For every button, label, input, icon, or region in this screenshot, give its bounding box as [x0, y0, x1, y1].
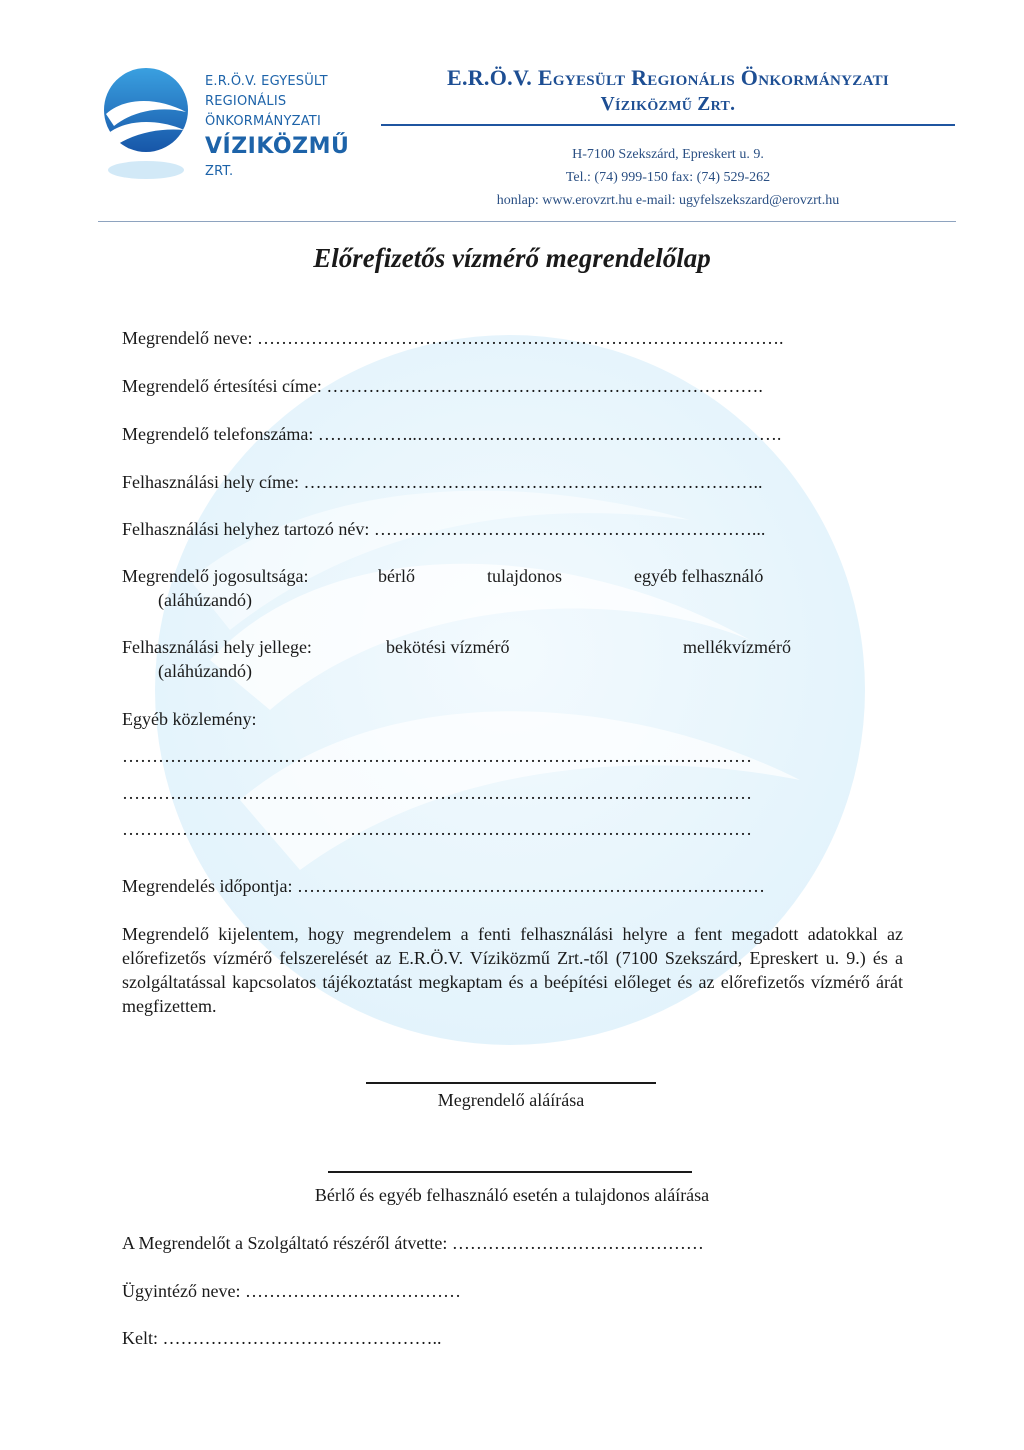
site-address-field[interactable]: Felhasználási hely címe: ………………………………………………………………….. — [122, 472, 763, 492]
declaration-paragraph: Megrendelő kijelentem, hogy megrendelem a fenti felhasználási helyre a fent megadott adatokkal az előrefizetős vízmérő felszerelését az E.R.Ö.V. Víziközmű Zrt.-től (7100 Szekszárd, Epreskert u. 9.) és a szolgáltatással kapcsolatos tájékoztatást megkaptam és a beépítési előleget és az előrefizetős vízmérő árát megfizettem. — [122, 924, 903, 1016]
company-address: H-7100 Szekszárd, Epreskert u. 9. — [572, 147, 764, 162]
clerk-name-field[interactable]: Ügyintéző neve: ……………………………… — [122, 1281, 461, 1301]
remarks-line-1[interactable]: …………………………………………………………………………………………… — [122, 746, 752, 766]
logo-line-1: E.R.Ö.V. EGYESÜLT — [205, 74, 328, 89]
company-name-line-1: E.R.Ö.V. Egyesült Regionális Önkormányzati — [446, 65, 890, 90]
remarks-label: Egyéb közlemény: — [122, 709, 257, 729]
site-type-option-sub-meter[interactable]: mellékvízmérő — [683, 637, 791, 657]
header-bottom-divider — [98, 221, 956, 222]
order-date-field[interactable]: Megrendelés időpontja: …………………………………………………………………… — [122, 876, 765, 896]
company-name — [380, 64, 956, 118]
entitlement-option-other-user[interactable]: egyéb felhasználó — [634, 566, 764, 586]
entitlement-option-tenant[interactable]: bérlő — [378, 566, 415, 586]
site-name-field[interactable]: Felhasználási helyhez tartozó név: ………………………………………………………... — [122, 519, 766, 539]
form-title: Előrefizetős vízmérő megrendelőlap — [313, 243, 711, 273]
site-type-note: (aláhúzandó) — [158, 661, 252, 681]
orderer-name-field[interactable]: Megrendelő neve: ……………………………………………………………………………. — [122, 328, 784, 348]
entitlement-label: Megrendelő jogosultsága: — [122, 566, 309, 586]
header-divider — [381, 124, 955, 126]
orderer-phone-field[interactable]: Megrendelő telefonszáma: ……………..……………………………………………………. — [122, 424, 782, 444]
owner-signature-line[interactable] — [328, 1171, 692, 1173]
company-web-email: honlap: www.erovzrt.hu e-mail: ugyfelszekszard@erovzrt.hu — [496, 193, 840, 208]
logo-line-3: ÖNKORMÁNYZATI — [205, 114, 321, 129]
site-type-label: Felhasználási hely jellege: — [122, 637, 312, 657]
company-phone-fax: Tel.: (74) 999-150 fax: (74) 529-262 — [565, 170, 771, 185]
entitlement-note: (aláhúzandó) — [158, 590, 252, 610]
remarks-line-2[interactable]: …………………………………………………………………………………………… — [122, 783, 752, 803]
orderer-signature-line[interactable] — [366, 1082, 656, 1084]
logo-line-5: ZRT. — [205, 164, 234, 179]
company-logo-icon — [100, 66, 192, 184]
received-by-field[interactable]: A Megrendelőt a Szolgáltató részéről átvette: …………………………………… — [122, 1233, 704, 1253]
company-name-line-2: Víziközmű Zrt. — [600, 94, 736, 115]
site-type-option-main-meter[interactable]: bekötési vízmérő — [386, 637, 510, 657]
remarks-line-3[interactable]: …………………………………………………………………………………………… — [122, 819, 752, 839]
logo-line-2: REGIONÁLIS — [205, 94, 287, 109]
orderer-address-field[interactable]: Megrendelő értesítési címe: ………………………………………………………………. — [122, 376, 763, 396]
date-field[interactable]: Kelt: ……………………………………….. — [122, 1328, 442, 1348]
owner-signature-label: Bérlő és egyéb felhasználó esetén a tulajdonos aláírása — [314, 1185, 710, 1205]
entitlement-option-owner[interactable]: tulajdonos — [487, 566, 562, 586]
orderer-signature-label: Megrendelő aláírása — [437, 1090, 585, 1110]
company-contact — [380, 143, 956, 212]
logo-wordmark — [205, 72, 349, 182]
logo-line-4: VÍZIKÖZMŰ — [205, 134, 350, 159]
